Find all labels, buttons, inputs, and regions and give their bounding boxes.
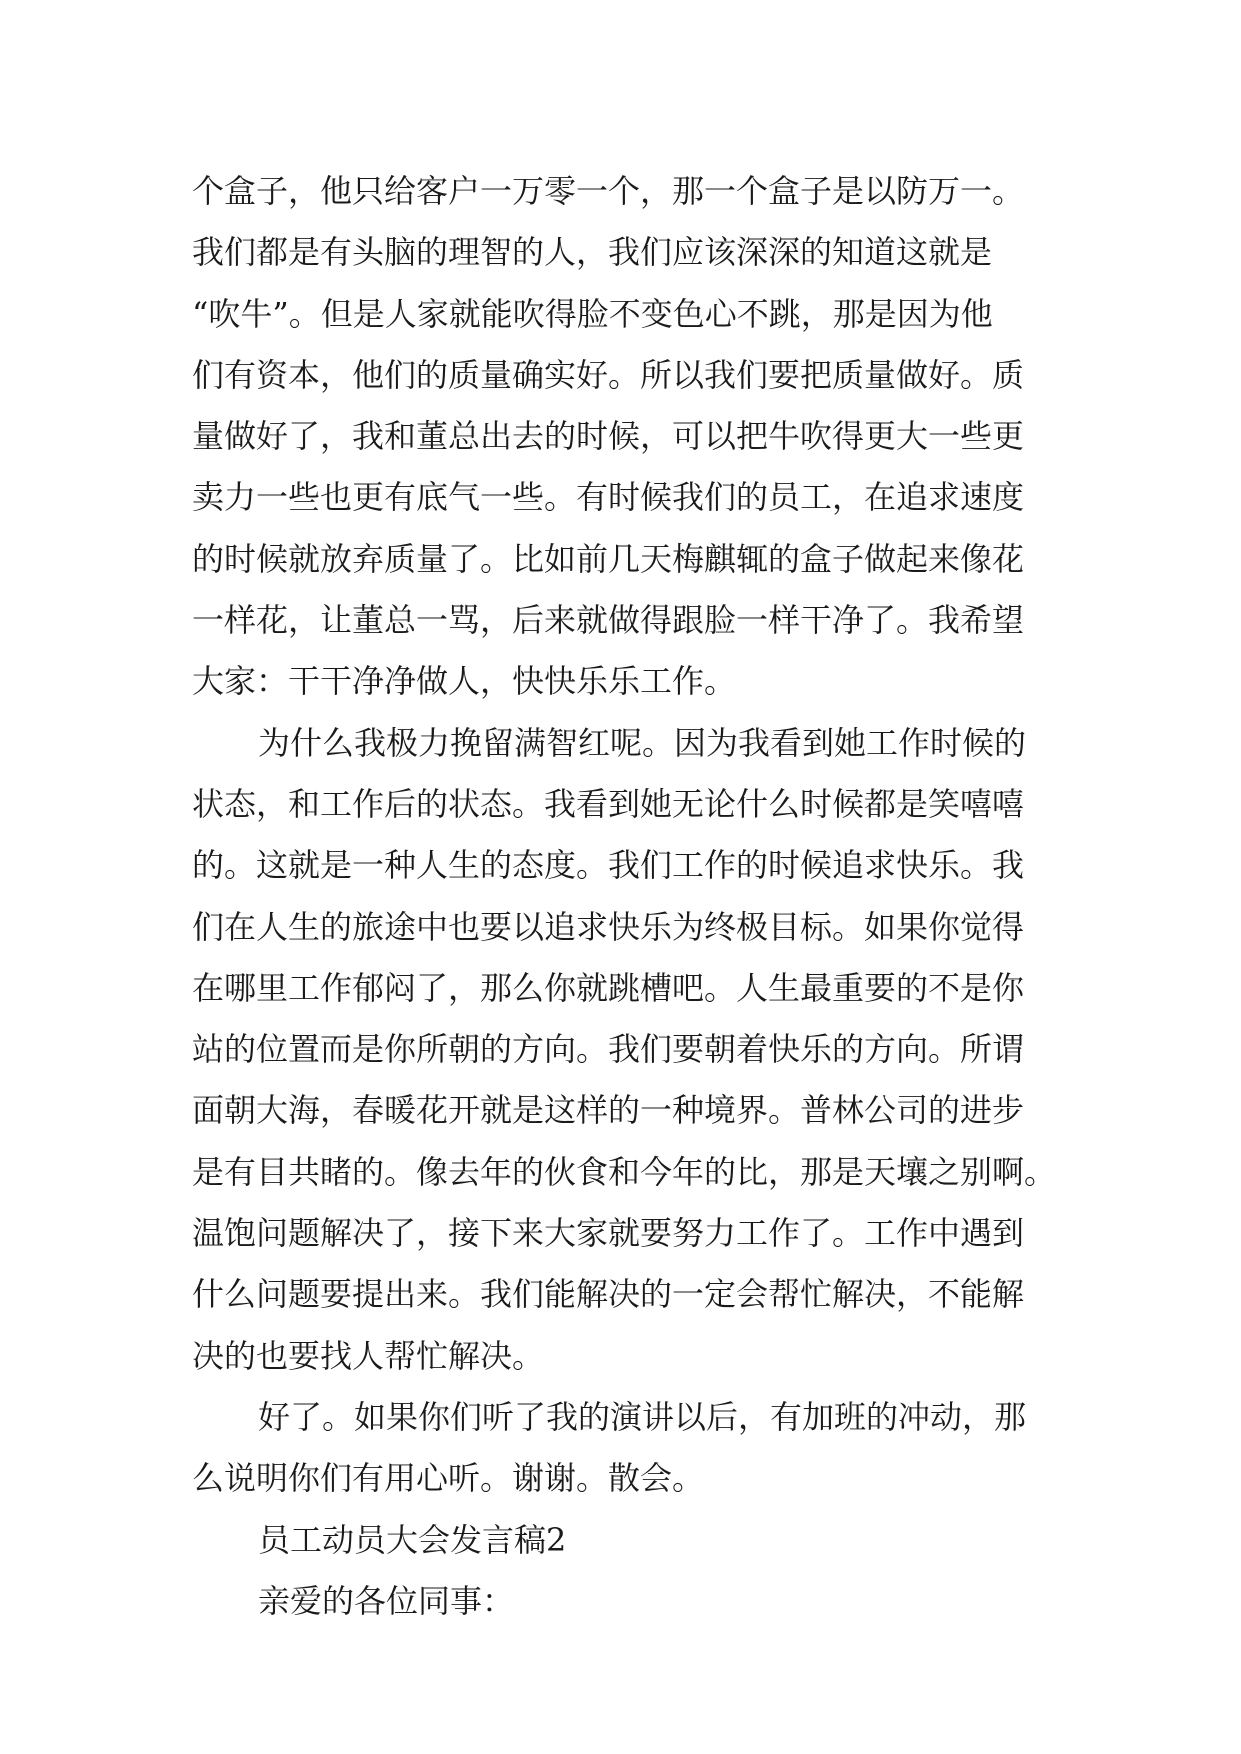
text-line: 状态，和工作后的状态。我看到她无论什么时候都是笑嘻嘻 xyxy=(192,784,1025,823)
paragraph-first-line: 好了。如果你们听了我的演讲以后，有加班的冲动，那 xyxy=(258,1397,1027,1436)
text-line: 一样花，让董总一骂，后来就做得跟脸一样干净了。我希望 xyxy=(192,601,1025,640)
text-line: “吹牛”。但是人家就能吹得脸不变色心不跳，那是因为他 xyxy=(192,294,993,333)
text-line: 面朝大海，春暖花开就是这样的一种境界。普林公司的进步 xyxy=(192,1091,1025,1130)
section-heading: 员工动员大会发言稿2 xyxy=(258,1520,567,1559)
text-line: 个盒子，他只给客户一万零一个，那一个盒子是以防万一。 xyxy=(192,172,1025,210)
text-line: 在哪里工作郁闷了，那么你就跳槽吧。人生最重要的不是你 xyxy=(192,968,1025,1007)
text-line: 卖力一些也更有底气一些。有时候我们的员工，在追求速度 xyxy=(192,478,1025,517)
text-line: 是有目共睹的。像去年的伙食和今年的比，那是天壤之别啊。 xyxy=(192,1152,1057,1191)
text-line: 大家：干干净净做人，快快乐乐工作。 xyxy=(192,662,737,701)
text-line: 我们都是有头脑的理智的人，我们应该深深的知道这就是 xyxy=(192,233,993,272)
text-line: 决的也要找人帮忙解决。 xyxy=(192,1336,545,1375)
text-line: 什么问题要提出来。我们能解决的一定会帮忙解决，不能解 xyxy=(192,1275,1025,1314)
text-line: 量做好了，我和董总出去的时候，可以把牛吹得更大一些更 xyxy=(192,417,1025,456)
text-line: 们在人生的旅途中也要以追求快乐为终极目标。如果你觉得 xyxy=(192,907,1025,946)
text-line: 站的位置而是你所朝的方向。我们要朝着快乐的方向。所谓 xyxy=(192,1030,1025,1069)
salutation: 亲爱的各位同事： xyxy=(258,1581,515,1620)
text-line: 么说明你们有用心听。谢谢。散会。 xyxy=(192,1459,705,1498)
text-line: 们有资本，他们的质量确实好。所以我们要把质量做好。质 xyxy=(192,355,1025,394)
text-line: 温饱问题解决了，接下来大家就要努力工作了。工作中遇到 xyxy=(192,1214,1025,1253)
paragraph-first-line: 为什么我极力挽留满智红呢。因为我看到她工作时候的 xyxy=(258,723,1027,762)
text-line: 的时候就放弃质量了。比如前几天梅麒辄的盒子做起来像花 xyxy=(192,539,1025,578)
text-line: 的。这就是一种人生的态度。我们工作的时候追求快乐。我 xyxy=(192,846,1025,885)
body-text xyxy=(192,161,1082,1632)
